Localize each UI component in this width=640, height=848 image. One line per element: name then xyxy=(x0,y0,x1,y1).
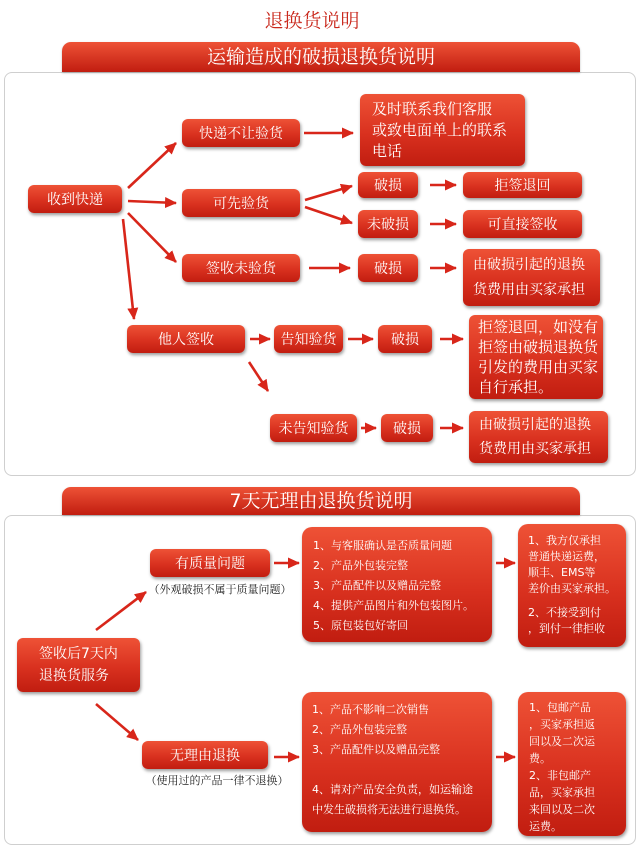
buyer-pays-line: 由破损引起的退换 xyxy=(473,256,585,273)
no-reason-shipping-line: 品，买家承担 xyxy=(529,786,595,799)
notify-inspection-node: 告知验货 xyxy=(274,325,343,353)
inspect-not-damaged-node: 未破损 xyxy=(358,210,418,238)
not-notified-buyer-pays-node xyxy=(469,411,608,463)
quality-issue-note: （外观破损不属于质量问题） xyxy=(148,583,292,596)
no-reason-condition-line: 4、请对产品安全负责，如运输途 xyxy=(312,783,473,796)
notified-damaged-node: 破损 xyxy=(378,325,432,353)
contact-support-line: 电话 xyxy=(372,141,403,160)
quality-condition-line: 3、产品配件以及赠品完整 xyxy=(313,579,441,592)
contact-support-line: 或致电面单上的联系 xyxy=(372,120,508,139)
seven-day-start-line: 退换货服务 xyxy=(39,668,109,684)
no-reason-shipping-line: ，买家承担返 xyxy=(529,718,595,731)
signed-uninspected-node: 签收未验货 xyxy=(182,254,300,282)
quality-condition-line: 5、原包装包好寄回 xyxy=(313,619,408,632)
no-reason-shipping-line: 1、包邮产品 xyxy=(529,701,591,714)
contact-support-node xyxy=(360,94,525,166)
arrow-received-to-signed-by-other xyxy=(123,219,134,319)
seven-day-return-banner: 7天无理由退换货说明 xyxy=(62,487,580,515)
reject-or-buyer-pays-line: 自行承担。 xyxy=(478,378,554,396)
quality-condition-line: 1、与客服确认是否质量问题 xyxy=(313,539,452,552)
buyer-pays-return-node xyxy=(463,249,600,306)
no-reason-conditions-node xyxy=(302,692,492,832)
quality-shipping-line: 顺丰、EMS等 xyxy=(528,566,596,579)
arrow-start-to-no-reason xyxy=(96,704,138,740)
no-reason-shipping-line: 来回以及二次 xyxy=(529,803,595,816)
no-reason-return-node: 无理由退换 xyxy=(142,741,268,769)
no-reason-condition-line: 中发生破损将无法进行退换货。 xyxy=(312,803,466,816)
no-reason-condition-line: 3、产品配件以及赠品完整 xyxy=(312,743,440,756)
no-reason-condition-line: 2、产品外包装完整 xyxy=(312,723,407,736)
seven-day-start-line: 签收后7天内 xyxy=(39,646,118,662)
no-reason-shipping-line: 运费。 xyxy=(529,820,562,833)
courier-no-inspection-node: 快递不让验货 xyxy=(182,119,300,147)
quality-issue-conditions-node xyxy=(302,527,492,642)
not-notified-inspection-node: 未告知验货 xyxy=(270,414,357,442)
signed-by-other-node: 他人签收 xyxy=(127,325,245,353)
arrow-received-to-inspect-first xyxy=(128,201,176,203)
buyer-pays-line: 货费用由买家承担 xyxy=(473,281,585,298)
not-notified-damaged-node: 破损 xyxy=(381,414,433,442)
no-reason-shipping-line: 费。 xyxy=(529,752,551,765)
arrow-received-to-no-inspection xyxy=(128,143,176,188)
not-notified-buyer-pays-line: 货费用由买家承担 xyxy=(479,441,591,457)
quality-issue-shipping-node xyxy=(518,524,626,647)
quality-shipping-line: 差价由买家承担。 xyxy=(528,582,616,595)
no-reason-condition-line: 1、产品不影响二次销售 xyxy=(312,703,429,716)
received-package-node: 收到快递 xyxy=(28,185,122,213)
not-notified-buyer-pays-line: 由破损引起的退换 xyxy=(479,417,591,433)
no-reason-shipping-line: 2、非包邮产 xyxy=(529,769,591,782)
sign-directly-node: 可直接签收 xyxy=(463,210,582,238)
quality-shipping-line: 1、我方仅承担 xyxy=(528,534,601,547)
arrow-start-to-quality-issue xyxy=(96,592,146,630)
quality-condition-line: 2、产品外包装完整 xyxy=(313,559,408,572)
reject-or-buyer-pays-line: 拒签由破损退换货 xyxy=(478,338,599,356)
arrow-inspect-first-to-damaged xyxy=(305,186,352,200)
seven-day-start-node xyxy=(17,638,140,692)
contact-support-line: 及时联系我们客服 xyxy=(372,99,493,118)
reject-or-buyer-pays-line: 引发的费用由买家 xyxy=(478,358,599,376)
quality-shipping-line: ，到付一律拒收 xyxy=(528,622,605,635)
reject-or-buyer-pays-line: 拒签退回，如没有 xyxy=(478,318,599,336)
arrow-signed-by-other-to-not-notified xyxy=(249,362,268,391)
quality-shipping-line: 2、不接受到付 xyxy=(528,606,601,619)
arrow-inspect-first-to-not-damaged xyxy=(305,207,352,223)
quality-shipping-line: 普通快递运费， xyxy=(528,550,605,563)
transport-damage-banner: 运输造成的破损退换货说明 xyxy=(62,42,580,72)
no-reason-note: （使用过的产品一律不退换） xyxy=(145,774,289,787)
reject-or-buyer-pays-node xyxy=(469,315,603,399)
inspect-damaged-node: 破损 xyxy=(358,172,418,198)
page-title: 退换货说明 xyxy=(264,10,360,32)
uninspected-damaged-node: 破损 xyxy=(358,254,418,282)
arrow-received-to-signed-uninspected xyxy=(128,213,176,262)
no-reason-shipping-line: 回以及二次运 xyxy=(529,735,595,748)
no-reason-shipping-node xyxy=(518,692,626,836)
reject-return-node: 拒签退回 xyxy=(463,172,582,198)
inspect-first-node: 可先验货 xyxy=(182,189,300,217)
quality-condition-line: 4、提供产品图片和外包装图片。 xyxy=(313,599,474,612)
quality-issue-node: 有质量问题 xyxy=(150,549,270,577)
